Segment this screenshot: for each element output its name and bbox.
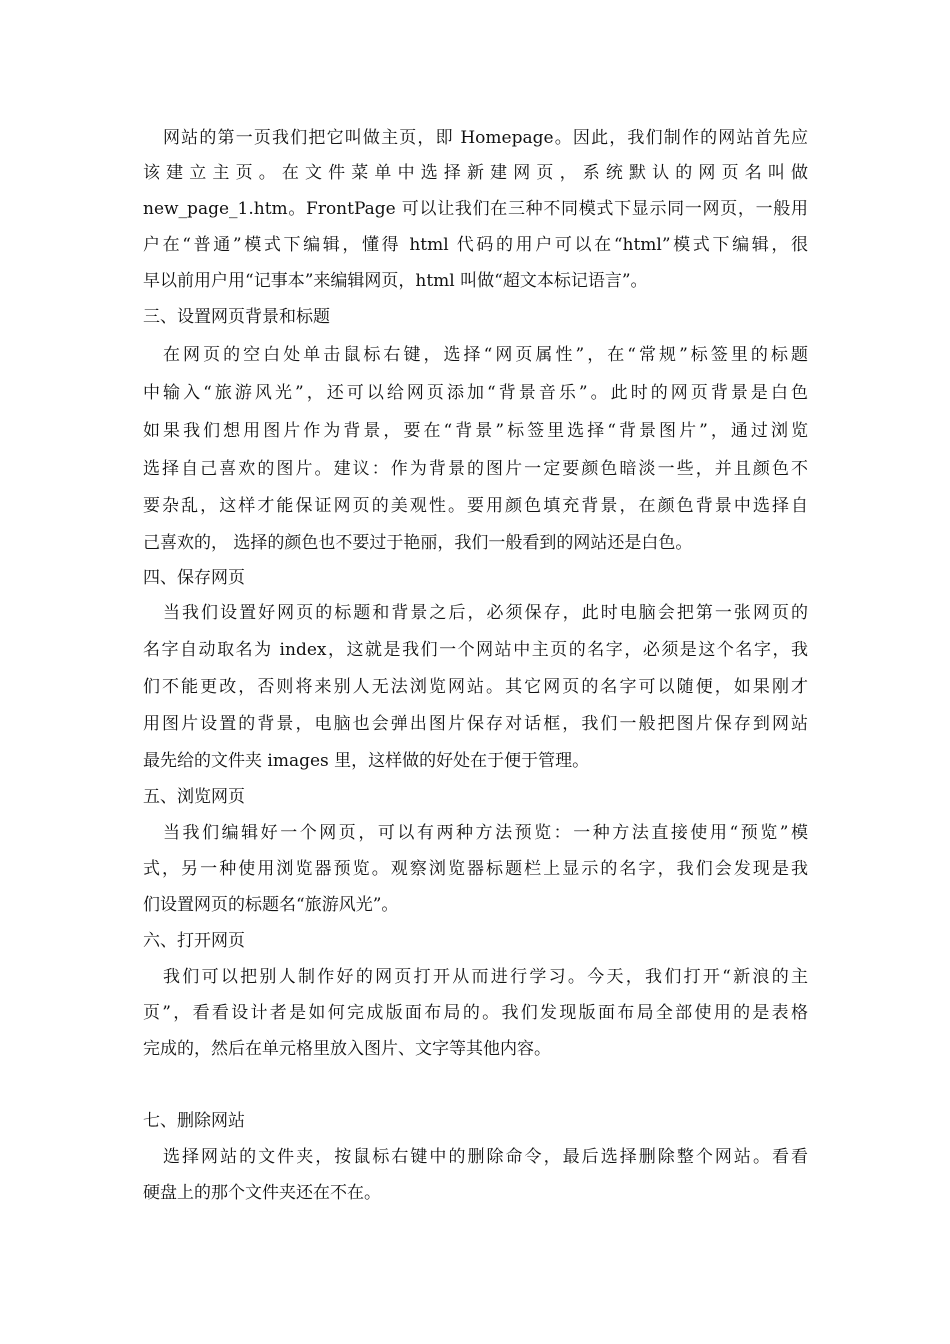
section-heading: 四、保存网页 xyxy=(143,568,245,588)
section-heading: 七、删除网站 xyxy=(143,1111,245,1131)
paragraph-line: 用图片设置的背景，电脑也会弹出图片保存对话框，我们一般把图片保存到网站 xyxy=(143,714,808,734)
paragraph-line: 硬盘上的那个文件夹还在不在。 xyxy=(143,1183,381,1203)
section-heading: 五、浏览网页 xyxy=(143,787,245,807)
paragraph-line: 要杂乱，这样才能保证网页的美观性。要用颜色填充背景，在颜色背景中选择自 xyxy=(143,496,808,516)
paragraph-line: 该 建 立 主 页 。 在 文 件 菜 单 中 选 择 新 建 网 页 ， 系 统 默 认 的 网 页 名 叫 做 xyxy=(143,163,808,183)
section-heading: 六、打开网页 xyxy=(143,931,245,951)
paragraph-line: 完成的，然后在单元格里放入图片、文字等其他内容。 xyxy=(143,1039,551,1059)
paragraph-line: 最先给的文件夹 images 里，这样做的好处在于便于管理。 xyxy=(143,751,590,771)
paragraph-line: 网站的第一页我们把它叫做主页，即 Homepage。因此，我们制作的网站首先应 xyxy=(163,128,808,148)
paragraph-line: 早以前用户用“记事本”来编辑网页，html 叫做“超文本标记语言”。 xyxy=(143,271,648,291)
paragraph-line: 式，另一种使用浏览器预览。观察浏览器标题栏上显示的名字，我们会发现是我 xyxy=(143,859,808,879)
paragraph-line: 当我们设置好网页的标题和背景之后，必须保存，此时电脑会把第一张网页的 xyxy=(163,603,808,623)
section-heading: 三、设置网页背景和标题 xyxy=(143,307,330,327)
paragraph-line: 们不能更改，否则将来别人无法浏览网站。其它网页的名字可以随便，如果刚才 xyxy=(143,677,808,697)
paragraph-line: 户在“普通”模式下编辑，懂得 html 代码的用户可以在“html”模式下编辑，很 xyxy=(143,235,808,255)
paragraph-line: new_page_1.htm。FrontPage 可以让我们在三种不同模式下显示同一网页，一般用 xyxy=(143,199,808,219)
paragraph-line: 选择自己喜欢的图片。建议：作为背景的图片一定要颜色暗淡一些，并且颜色不 xyxy=(143,459,808,479)
paragraph-line: 中输入“旅游风光”，还可以给网页添加“背景音乐”。此时的网页背景是白色 xyxy=(143,383,808,403)
paragraph-line: 己喜欢的， 选择的颜色也不要过于艳丽，我们一般看到的网站还是白色。 xyxy=(143,533,693,553)
paragraph-line: 们设置网页的标题名“旅游风光”。 xyxy=(143,895,399,915)
paragraph-line: 我们可以把别人制作好的网页打开从而进行学习。今天，我们打开“新浪的主 xyxy=(163,967,808,987)
paragraph-line: 选择网站的文件夹，按鼠标右键中的删除命令，最后选择删除整个网站。看看 xyxy=(163,1147,808,1167)
paragraph-line: 如果我们想用图片作为背景，要在“背景”标签里选择“背景图片”，通过浏览 xyxy=(143,421,808,441)
paragraph-line: 当我们编辑好一个网页，可以有两种方法预览：一种方法直接使用“预览”模 xyxy=(163,823,808,843)
paragraph-line: 页”，看看设计者是如何完成版面布局的。我们发现版面布局全部使用的是表格 xyxy=(143,1003,808,1023)
paragraph-line: 名字自动取名为 index，这就是我们一个网站中主页的名字，必须是这个名字，我 xyxy=(143,640,808,660)
paragraph-line: 在网页的空白处单击鼠标右键，选择“网页属性”，在“常规”标签里的标题 xyxy=(163,345,808,365)
